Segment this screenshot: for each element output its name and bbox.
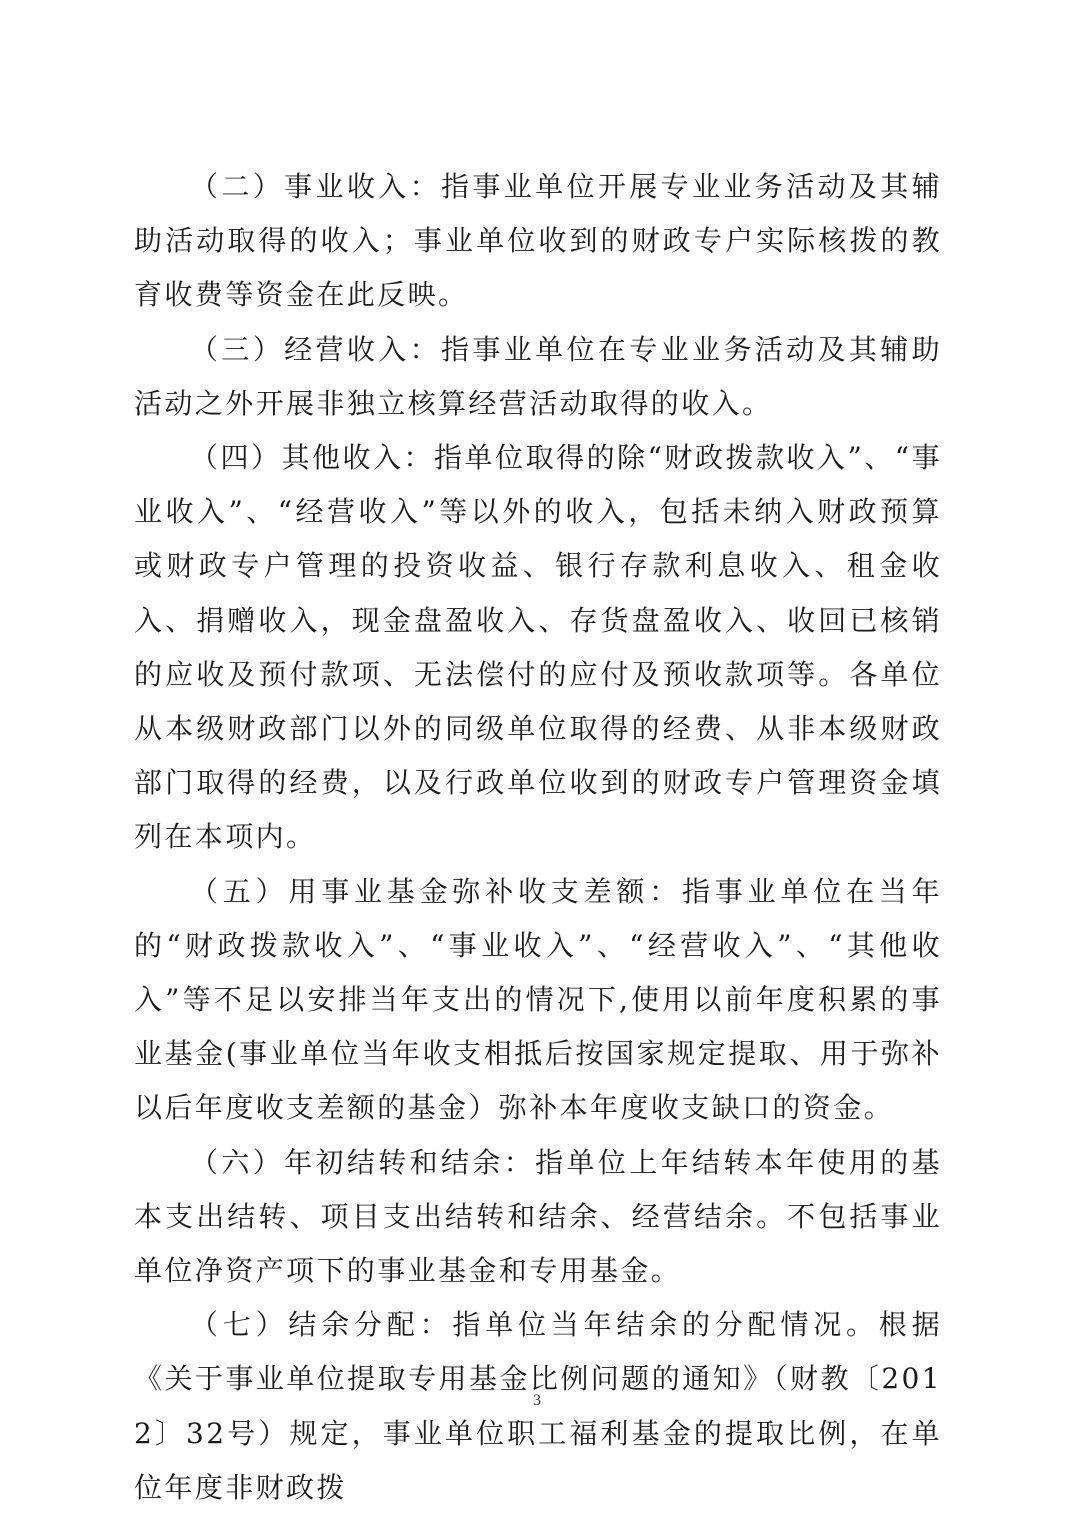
paragraph-business-fund-offset: （五）用事业基金弥补收支差额：指事业单位在当年的“财政拨款收入”、“事业收入”、“经营收入”、“其他收入”等不足以安排当年支出的情况下,使用以前年度积累的事业基金(事业单位当年收支相抵后按国家规定提取、用于弥补以后年度收支差额的基金）弥补本年度收支缺口的资金。 bbox=[134, 874, 942, 1125]
paragraph-other-income: （四）其他收入：指单位取得的除“财政拨款收入”、“事业收入”、“经营收入”等以外的收入，包括未纳入财政预算或财政专户管理的投资收益、银行存款利息收入、租金收入、捐赠收入，现金盘盈收入、存货盘盈收入、收回已核销的应收及预付款项、无法偿付的应付及预收款项等。各单位从本级财政部门以外的同级单位取得的经费、从非本级财政部门取得的经费，以及行政单位收到的财政专户管理资金填列在本项内。 bbox=[134, 441, 942, 854]
paragraph-operating-income: （三）经营收入：指事业单位在专业业务活动及其辅助活动之外开展非独立核算经营活动取得的收入。 bbox=[134, 332, 942, 420]
page-number: 3 bbox=[533, 1392, 541, 1409]
document-body bbox=[134, 160, 942, 1515]
paragraph-balance-distribution: （七）结余分配：指单位当年结余的分配情况。根据《关于事业单位提取专用基金比例问题的通知》（财教〔2012〕32号）规定，事业单位职工福利基金的提取比例，在单位年度非财政拨 bbox=[134, 1308, 942, 1504]
paragraph-business-income: （二）事业收入：指事业单位开展专业业务活动及其辅助活动取得的收入；事业单位收到的财政专户实际核拨的教育收费等资金在此反映。 bbox=[134, 170, 942, 312]
paragraph-carryover-balance: （六）年初结转和结余：指单位上年结转本年使用的基本支出结转、项目支出结转和结余、经营结余。不包括事业单位净资产项下的事业基金和专用基金。 bbox=[134, 1145, 942, 1288]
